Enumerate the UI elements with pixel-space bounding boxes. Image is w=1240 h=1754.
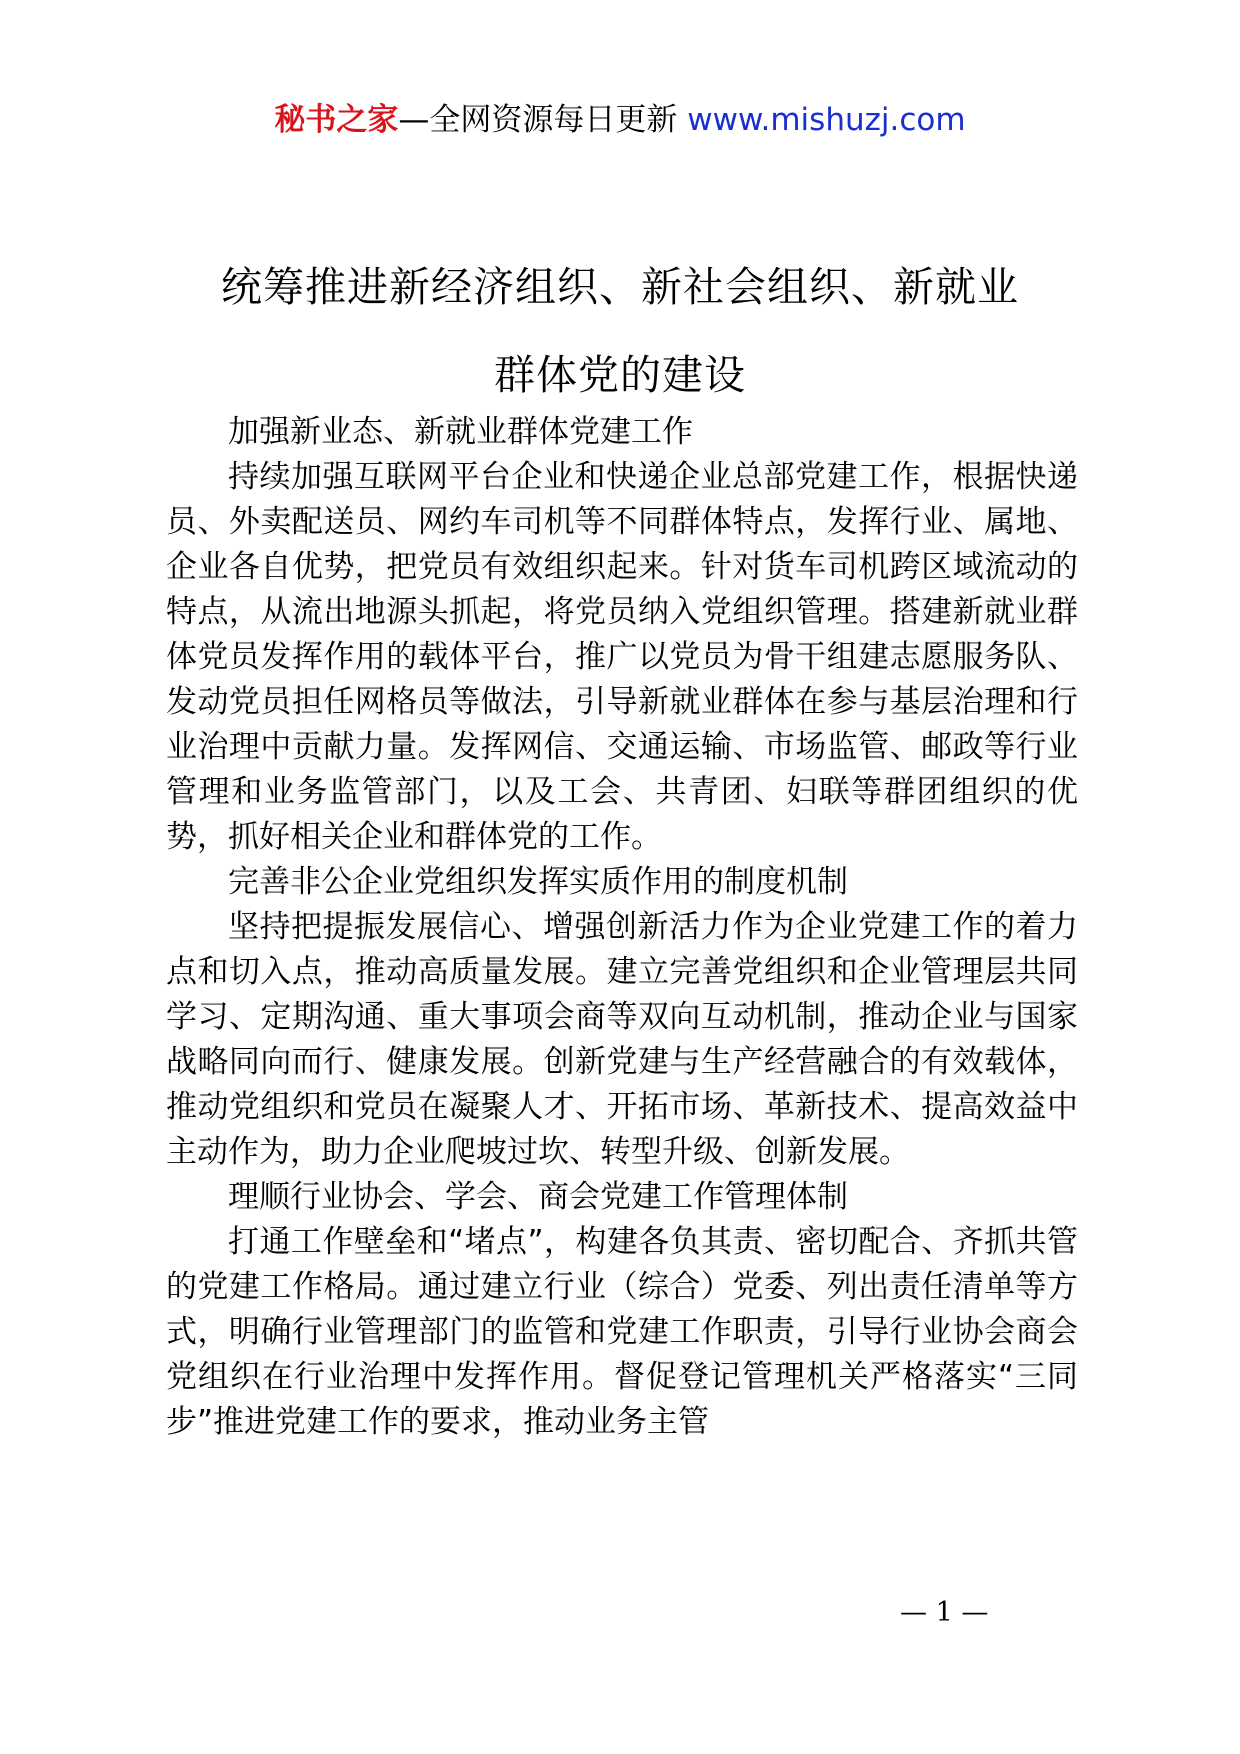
section-paragraph: 坚持把提振发展信心、增强创新活力作为企业党建工作的着力点和切入点，推动高质量发展。建立完善党组织和企业管理层共同学习、定期沟通、重大事项会商等双向互动机制，推动企业与国家战略同向而行、健康发展。创新党建与生产经营融合的有效载体，推动党组织和党员在凝聚人才、开拓市场、革新技术、提高效益中主动作为，助力企业爬坡过坎、转型升级、创新发展。 xyxy=(166,909,1078,1170)
site-brand: 秘书之家 xyxy=(274,102,399,138)
section-heading: 理顺行业协会、学会、商会党建工作管理体制 xyxy=(228,1179,848,1215)
document-body xyxy=(166,410,1078,1445)
section-heading: 完善非公企业党组织发挥实质作用的制度机制 xyxy=(228,864,848,900)
page-number: — 1 — xyxy=(900,1597,989,1628)
site-url-link[interactable]: www.mishuzj.com xyxy=(687,102,966,138)
section-paragraph: 持续加强互联网平台企业和快递企业总部党建工作，根据快递员、外卖配送员、网约车司机等不同群体特点，发挥行业、属地、企业各自优势，把党员有效组织起来。针对货车司机跨区域流动的特点，从流出地源头抓起，将党员纳入党组织管理。搭建新就业群体党员发挥作用的载体平台，推广以党员为骨干组建志愿服务队、发动党员担任网格员等做法，引导新就业群体在参与基层治理和行业治理中贡献力量。发挥网信、交通运输、市场监管、邮政等行业管理和业务监管部门，以及工会、共青团、妇联等群团组织的优势，抓好相关企业和群体党的工作。 xyxy=(166,459,1078,855)
section-paragraph: 打通工作壁垒和“堵点”，构建各负其责、密切配合、齐抓共管的党建工作格局。通过建立行业（综合）党委、列出责任清单等方式，明确行业管理部门的监管和党建工作职责，引导行业协会商会党组织在行业治理中发挥作用。督促登记管理机关严格落实“三同步”推进党建工作的要求，推动业务主管 xyxy=(166,1224,1078,1440)
document-title-line-2: 群体党的建设 xyxy=(494,351,746,399)
site-header xyxy=(0,100,1240,140)
document-title xyxy=(0,243,1240,419)
section-heading: 加强新业态、新就业群体党建工作 xyxy=(228,414,693,450)
site-tagline: —全网资源每日更新 xyxy=(398,102,678,138)
document-title-line-1: 统筹推进新经济组织、新社会组织、新就业 xyxy=(221,263,1019,311)
